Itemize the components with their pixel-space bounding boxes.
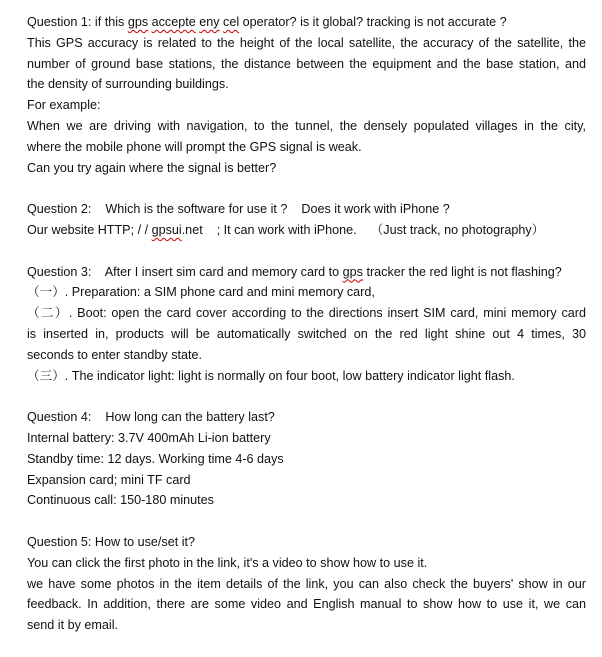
misspelled-word: accepte (151, 15, 196, 29)
misspelled-word: gps (342, 264, 363, 279)
q5-para-line: feedback. In addition, there are some video and English manual to show how to use it, we can (27, 597, 586, 612)
q4-heading: Question 4: How long can the battery last? (27, 410, 275, 425)
q1-heading: Question 1: if this gps accepte eny cel operator? is it global? tracking is not accurate ? (27, 15, 507, 29)
q3-item-2-line: is inserted in, products will be automatically switched on the red light shine out 4 times, 30 (27, 326, 586, 341)
q4-spec-line: Expansion card; mini TF card (27, 472, 191, 487)
q5-para-line: we have some photos in the item details of the link, you can also check the buyers' show in our (27, 576, 586, 591)
q1-example-label: For example: (27, 98, 101, 113)
misspelled-word: gps (127, 15, 149, 29)
q3-heading: Question 3: After I insert sim card and memory card to gps tracker the red light is not flashing? (27, 264, 562, 279)
misspelled-word: gpsui (151, 222, 182, 237)
q5-para-line: send it by email. (27, 618, 118, 633)
q3-item-2-line: seconds to enter standby state. (27, 347, 203, 362)
spacer (27, 241, 586, 262)
q4-spec-line: Internal battery: 3.7V 400mAh Li-ion battery (27, 430, 271, 445)
spacer (27, 511, 586, 532)
q4-spec-line: Standby time: 12 days. Working time 4-6 days (27, 451, 284, 466)
q2-answer: Our website HTTP; / / gpsui.net ; It can work with iPhone. （Just track, no photography） (27, 222, 545, 237)
misspelled-word: eny (199, 15, 220, 29)
q5-heading: Question 5: How to use/set it? (27, 534, 196, 549)
q1-answer-line: number of ground base stations, the distance between the equipment and the base station, and (27, 56, 586, 71)
q4-spec-line: Continuous call: 150-180 minutes (27, 493, 214, 508)
misspelled-word: cel (223, 15, 240, 29)
q5-line: You can click the first photo in the link, it's a video to show how to use it. (27, 555, 428, 570)
q1-answer-line: the density of surrounding buildings. (27, 77, 229, 92)
q3-item-1: （一）. Preparation: a SIM phone card and mini memory card, (27, 285, 375, 300)
q3-item-2-line: （二）. Boot: open the card cover according to the directions insert SIM card, mini memory card (27, 306, 586, 321)
q3-item-3: （三）. The indicator light: light is normally on four boot, low battery indicator light flash. (27, 368, 515, 383)
q1-answer-line: This GPS accuracy is related to the height of the local satellite, the accuracy of the satellite, the (27, 35, 586, 50)
spacer (27, 386, 586, 407)
spacer (27, 178, 586, 199)
q1-example-line: When we are driving with navigation, to the tunnel, the densely populated villages in the city, (27, 118, 586, 133)
q1-example-line: where the mobile phone will prompt the GPS signal is weak. (27, 139, 362, 154)
q2-heading: Question 2: Which is the software for use it ? Does it work with iPhone ? (27, 202, 450, 217)
q1-question-back: Can you try again where the signal is better? (27, 160, 277, 175)
